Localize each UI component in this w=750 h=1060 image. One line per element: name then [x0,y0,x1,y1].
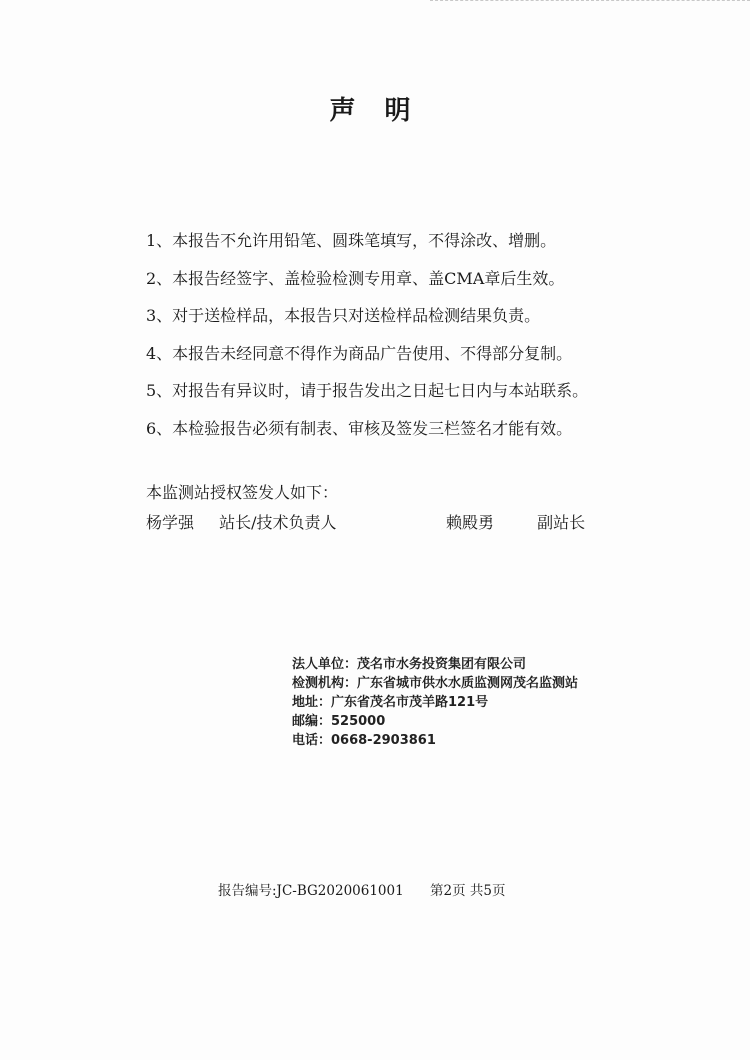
page-footer [218,879,505,899]
address: 地址：广东省茂名市茂羊路121号 [292,695,489,710]
clause-6: 6、本检验报告必须有制表、审核及签发三栏签名才能有效。 [146,418,573,438]
signers-intro: 本监测站授权签发人如下： [146,483,339,502]
postcode: 邮编：525000 [292,714,386,729]
report-number: 报告编号:JC-BG2020061001 [218,883,404,899]
testing-org: 检测机构：广东省城市供水水质监测网茂名监测站 [292,676,579,691]
signer-name: 杨学强 [146,513,195,532]
clause-4: 4、本报告未经同意不得作为商品广告使用、不得部分复制。 [146,343,573,363]
scan-edge-artifact [430,0,750,7]
page-info: 第2页 共5页 [430,883,506,899]
phone: 电话：0668-2903861 [292,733,436,748]
clause-2: 2、本报告经签字、盖检验检测专用章、盖CMA章后生效。 [146,268,565,288]
signer-role: 副站长 [537,513,586,532]
contact-block [292,655,578,750]
clause-1: 1、本报告不允许用铅笔、圆珠笔填写，不得涂改、增删。 [146,231,557,250]
legal-entity: 法人单位：茂名市水务投资集团有限公司 [292,657,527,672]
signer-role: 站长/技术负责人 [219,513,337,532]
signer [146,510,337,533]
signer [446,510,585,533]
clause-3: 3、对于送检样品，本报告只对送检样品检测结果负责。 [146,306,541,325]
page-title: 声 明 [329,96,421,126]
declaration-clauses [146,222,706,447]
clause-5: 5、对报告有异议时，请于报告发出之日起七日内与本站联系。 [146,381,589,400]
signer-name: 赖殿勇 [446,513,495,532]
